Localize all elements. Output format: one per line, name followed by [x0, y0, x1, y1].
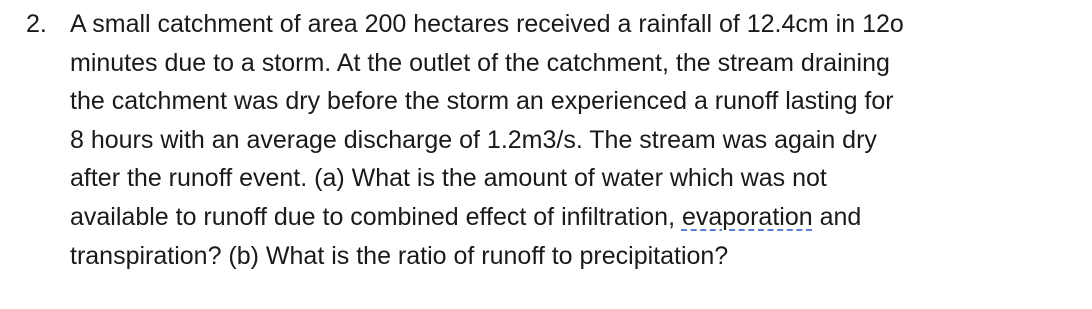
- problem-line: the catchment was dry before the storm an experienced a runoff lasting for: [70, 87, 894, 116]
- problem-text: [70, 5, 1070, 275]
- problem-line: transpiration? (b) What is the ratio of runoff to precipitation?: [70, 241, 729, 270]
- problem-line: 8 hours with an average discharge of 1.2m3/s. The stream was again dry: [70, 125, 877, 154]
- problem-line: after the runoff event. (a) What is the amount of water which was not: [70, 164, 827, 193]
- problem-line: A small catchment of area 200 hectares received a rainfall of 12.4cm in 12o: [70, 10, 904, 38]
- problem-line-text: and: [812, 202, 862, 231]
- problem-number: 2.: [26, 10, 47, 38]
- proofing-marked-word[interactable]: evaporation: [681, 202, 813, 231]
- problem-line: minutes due to a storm. At the outlet of the catchment, the stream draining: [70, 48, 890, 77]
- problem-line-text: available to runoff due to combined effect of infiltration,: [70, 202, 682, 231]
- problem-line: [70, 198, 1070, 237]
